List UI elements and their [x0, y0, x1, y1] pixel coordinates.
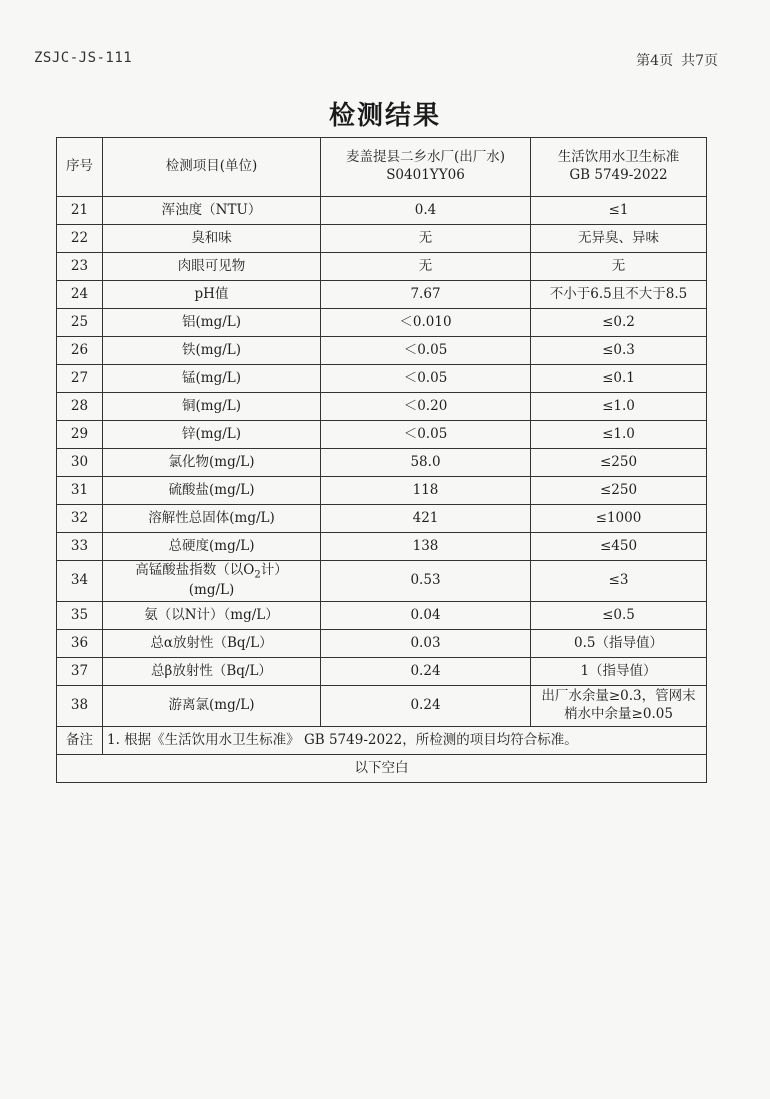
- row-limit: ≤1000: [531, 505, 707, 533]
- results-table: [56, 137, 707, 783]
- item-suffix: 计）: [260, 562, 288, 579]
- table-row: [57, 686, 707, 727]
- table-row: [57, 602, 707, 630]
- row-result: ＜0.05: [321, 337, 531, 365]
- row-limit: ≤0.5: [531, 602, 707, 630]
- table-row: [57, 505, 707, 533]
- table-row: [57, 281, 707, 309]
- row-limit: ≤1.0: [531, 421, 707, 449]
- table-row: [57, 561, 707, 602]
- table-row: [57, 225, 707, 253]
- row-no: 32: [57, 505, 103, 533]
- table-row: [57, 449, 707, 477]
- header-no: 序号: [57, 138, 103, 197]
- row-no: 36: [57, 630, 103, 658]
- page-number: [636, 50, 718, 70]
- row-item: 游离氯(mg/L): [103, 686, 321, 727]
- header-standard-code: GB 5749-2022: [569, 167, 668, 183]
- table-row: [57, 393, 707, 421]
- row-limit: ≤0.1: [531, 365, 707, 393]
- item-prefix: 高锰酸盐指数（以O: [135, 562, 255, 579]
- row-limit: ≤250: [531, 449, 707, 477]
- row-no: 22: [57, 225, 103, 253]
- row-limit: 0.5（指导值）: [531, 630, 707, 658]
- row-no: 21: [57, 197, 103, 225]
- row-result: 无: [321, 253, 531, 281]
- row-item: 氯化物(mg/L): [103, 449, 321, 477]
- row-result: 0.24: [321, 686, 531, 727]
- row-no: 23: [57, 253, 103, 281]
- row-item: 臭和味: [103, 225, 321, 253]
- row-item: 锌(mg/L): [103, 421, 321, 449]
- row-no: 25: [57, 309, 103, 337]
- row-limit: 1（指导值）: [531, 658, 707, 686]
- row-result: ＜0.05: [321, 365, 531, 393]
- row-result: 0.53: [321, 561, 531, 602]
- row-no: 31: [57, 477, 103, 505]
- row-result: 0.04: [321, 602, 531, 630]
- row-item: 总α放射性（Bq/L）: [103, 630, 321, 658]
- row-item: 总β放射性（Bq/L）: [103, 658, 321, 686]
- row-limit: ≤1: [531, 197, 707, 225]
- row-item: 铝(mg/L): [103, 309, 321, 337]
- row-no: 27: [57, 365, 103, 393]
- row-limit: ≤3: [531, 561, 707, 602]
- row-limit: ≤250: [531, 477, 707, 505]
- row-limit-line2: 梢水中余量≥0.05: [564, 706, 673, 722]
- header-sample: [321, 138, 531, 197]
- table-row: [57, 253, 707, 281]
- table-row: [57, 197, 707, 225]
- note-row: [57, 727, 707, 755]
- row-no: 38: [57, 686, 103, 727]
- row-item: 铁(mg/L): [103, 337, 321, 365]
- row-result: ＜0.05: [321, 421, 531, 449]
- header-standard: [531, 138, 707, 197]
- row-no: 30: [57, 449, 103, 477]
- row-limit: ≤450: [531, 533, 707, 561]
- table-row: [57, 309, 707, 337]
- row-item-line1: [105, 562, 318, 582]
- row-item: 肉眼可见物: [103, 253, 321, 281]
- row-result: 0.24: [321, 658, 531, 686]
- row-result: 0.03: [321, 630, 531, 658]
- item-subscript: 2: [254, 570, 261, 582]
- blank-text: 以下空白: [57, 755, 707, 783]
- row-no: 34: [57, 561, 103, 602]
- row-limit: 无: [531, 253, 707, 281]
- note-label: 备注: [57, 727, 103, 755]
- row-limit: 不小于6.5且不大于8.5: [531, 281, 707, 309]
- row-item: pH值: [103, 281, 321, 309]
- row-result: ＜0.010: [321, 309, 531, 337]
- row-no: 33: [57, 533, 103, 561]
- row-item-unit: (mg/L): [188, 582, 235, 599]
- row-result: 7.67: [321, 281, 531, 309]
- row-limit: ≤0.2: [531, 309, 707, 337]
- header-standard-name: 生活饮用水卫生标准: [557, 149, 680, 166]
- row-limit: ≤0.3: [531, 337, 707, 365]
- row-no: 24: [57, 281, 103, 309]
- row-limit: [531, 686, 707, 727]
- row-item: 硫酸盐(mg/L): [103, 477, 321, 505]
- page-total: 共7页: [681, 53, 718, 69]
- table-row: [57, 630, 707, 658]
- blank-row: [57, 755, 707, 783]
- row-result: 138: [321, 533, 531, 561]
- row-result: 0.4: [321, 197, 531, 225]
- row-result: 421: [321, 505, 531, 533]
- row-no: 26: [57, 337, 103, 365]
- row-item: [103, 561, 321, 602]
- note-text: 1. 根据《生活饮用水卫生标准》 GB 5749-2022，所检测的项目均符合标准。: [103, 727, 707, 755]
- page-current: 第4页: [636, 53, 674, 69]
- row-result: 58.0: [321, 449, 531, 477]
- row-no: 28: [57, 393, 103, 421]
- table-row: [57, 337, 707, 365]
- row-item: 总硬度(mg/L): [103, 533, 321, 561]
- table-row: [57, 421, 707, 449]
- header-item: 检测项目(单位): [103, 138, 321, 197]
- table-row: [57, 658, 707, 686]
- row-result: ＜0.20: [321, 393, 531, 421]
- table-header-row: [57, 138, 707, 197]
- row-item: 氨（以N计）（mg/L）: [103, 602, 321, 630]
- row-result: 118: [321, 477, 531, 505]
- document-code: ZSJC-JS-111: [34, 50, 133, 66]
- row-result: 无: [321, 225, 531, 253]
- table-row: [57, 533, 707, 561]
- header-sample-code: S0401YY06: [386, 167, 465, 183]
- row-limit: 无异臭、异味: [531, 225, 707, 253]
- table-row: [57, 477, 707, 505]
- table-row: [57, 365, 707, 393]
- row-item: 浑浊度（NTU）: [103, 197, 321, 225]
- row-item: 锰(mg/L): [103, 365, 321, 393]
- page-title: 检测结果: [328, 101, 441, 131]
- row-no: 29: [57, 421, 103, 449]
- row-item: 溶解性总固体(mg/L): [103, 505, 321, 533]
- row-limit: ≤1.0: [531, 393, 707, 421]
- row-limit-line1: 出厂水余量≥0.3，管网末: [541, 688, 696, 705]
- row-no: 37: [57, 658, 103, 686]
- row-item: 铜(mg/L): [103, 393, 321, 421]
- row-no: 35: [57, 602, 103, 630]
- header-sample-name: 麦盖提县二乡水厂(出厂水): [345, 149, 506, 166]
